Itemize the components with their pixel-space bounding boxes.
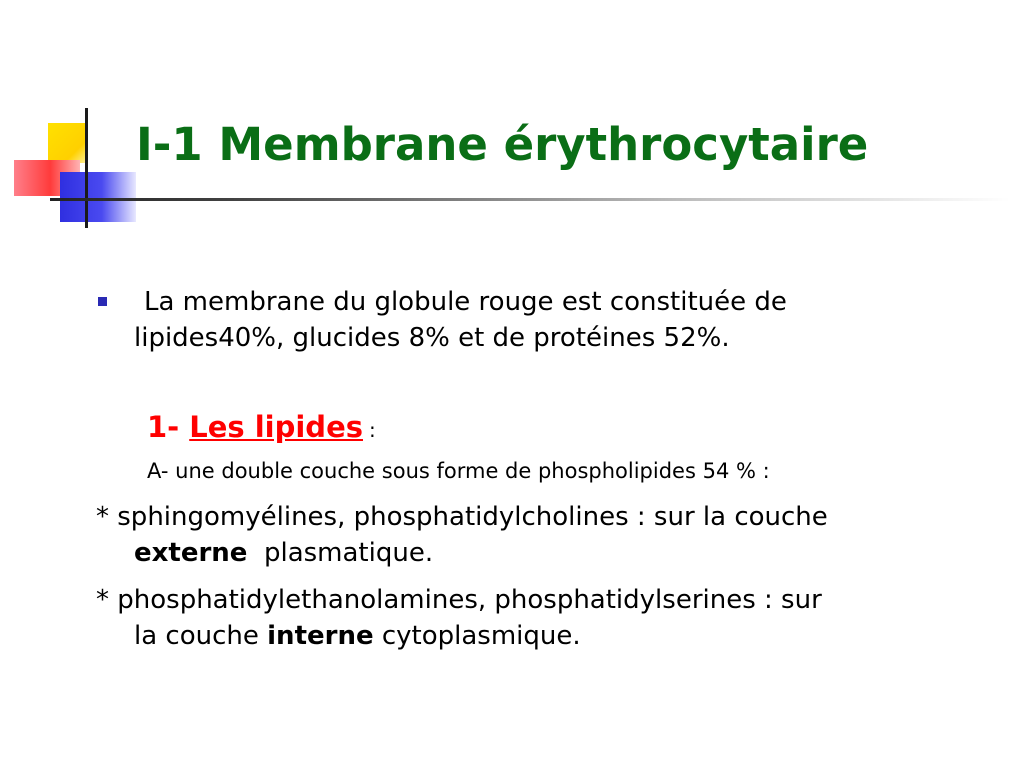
section-label: Les lipides (189, 410, 363, 444)
subsection-a: A- une double couche sous forme de phospholipides 54 % : (147, 459, 770, 483)
item2-bold-term: interne (267, 621, 374, 651)
item2-rest: cytoplasmique. (381, 621, 581, 651)
item2-pre: la couche (134, 621, 259, 651)
section-colon: : (369, 418, 376, 442)
section-number: 1- (147, 410, 180, 444)
list-item (96, 582, 976, 654)
intro-paragraph (134, 284, 934, 356)
list-item (96, 499, 976, 571)
item1-rest: plasmatique. (263, 538, 434, 568)
item1-bold-term: externe (134, 538, 248, 568)
square-bullet-icon (98, 297, 107, 306)
vertical-rule (85, 108, 88, 228)
item2-line-1: * phosphatidylethanolamines, phosphatidylserines : sur (96, 585, 822, 615)
item1-line-1: * sphingomyélines, phosphatidylcholines : sur la couche (96, 502, 828, 532)
intro-line-2: lipides40%, glucides 8% et de protéines 52%. (134, 323, 730, 353)
slide-title: I-1 Membrane érythrocytaire (136, 118, 869, 171)
intro-line-1: La membrane du globule rouge est constituée de (144, 287, 787, 317)
title-underline-rule (50, 198, 1010, 201)
blue-square-decoration (60, 172, 136, 222)
section-heading (147, 410, 376, 444)
yellow-square-decoration (48, 123, 88, 163)
